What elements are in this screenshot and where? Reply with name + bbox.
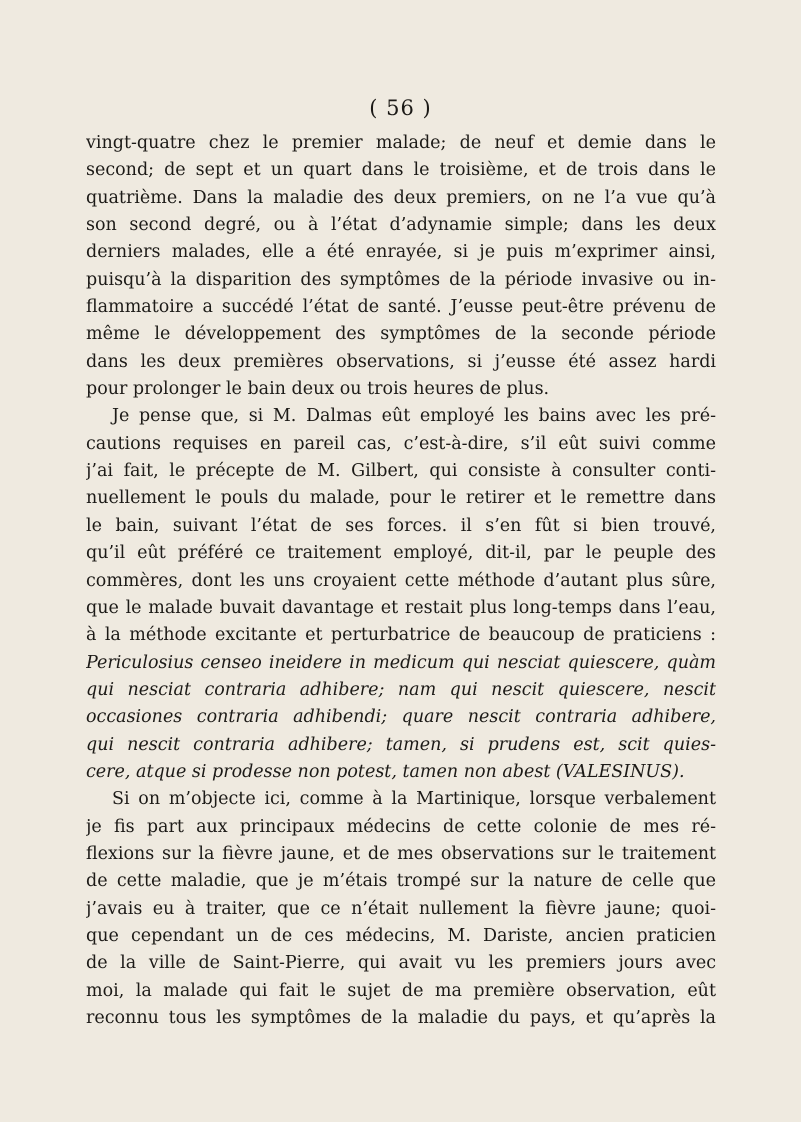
text-line: dans les deux premières observations, si j’eusse été assez hardi	[86, 351, 716, 372]
latin-quote-line: qui nesciat contraria adhibere; nam qui nescit quiescere, nescit	[86, 679, 716, 700]
text-line: commères, dont les uns croyaient cette méthode d’autant plus sûre,	[86, 570, 716, 591]
latin-quote-line: cere, atque si prodesse non potest, tamen non abest (VALESINUS).	[86, 761, 685, 782]
text-line: son second degré, ou à l’état d’adynamie simple; dans les deux	[86, 215, 716, 236]
text-line: pour prolonger le bain deux ou trois heures de plus.	[86, 379, 550, 400]
text-line: le bain, suivant l’état de ses forces. il s’en fût si bien trouvé,	[86, 515, 716, 536]
text-line: vingt-quatre chez le premier malade; de neuf et demie dans le	[86, 133, 716, 153]
text-line: puisqu’à la disparition des symptômes de la période invasive ou in-	[86, 269, 716, 290]
text-line: cautions requises en pareil cas, c’est-à-dire, s’il eût suivi comme	[86, 433, 716, 454]
text-line: moi, la malade qui fait le sujet de ma première observation, eût	[86, 980, 716, 1001]
text-line: que cependant un de ces médecins, M. Dariste, ancien praticien	[86, 925, 716, 946]
text-line: qu’il eût préféré ce traitement employé, dit-il, par le peuple des	[86, 543, 716, 564]
text-line: même le développement des symptômes de la seconde période	[86, 324, 716, 345]
text-line: de cette maladie, que je m’étais trompé sur la nature de celle que	[86, 871, 716, 892]
text-line: flexions sur la fièvre jaune, et de mes observations sur le traitement	[86, 843, 716, 864]
body-text	[86, 130, 716, 1032]
text-line: second; de sept et un quart dans le troisième, et de trois dans le	[86, 160, 716, 181]
page-number: ( 56 )	[369, 96, 432, 120]
text-line: j’avais eu à traiter, que ce n’était nullement la fièvre jaune; quoi-	[86, 898, 716, 919]
text-line: reconnu tous les symptômes de la maladie du pays, et qu’après la	[86, 1008, 716, 1028]
latin-quote-line: qui nescit contraria adhibere; tamen, si prudens est, scit quies-	[86, 734, 716, 755]
text-line: j’ai fait, le précepte de M. Gilbert, qui consiste à consulter conti-	[86, 461, 716, 482]
latin-quote-line: Periculosius censeo ineidere in medicum qui nesciat quiescere, quàm	[86, 652, 716, 673]
text-line: Je pense que, si M. Dalmas eût employé les bains avec les pré-	[112, 406, 716, 427]
text-line: de la ville de Saint-Pierre, qui avait vu les premiers jours avec	[86, 953, 716, 974]
text-line: à la méthode excitante et perturbatrice de beaucoup de praticiens :	[86, 625, 716, 646]
text-line: Si on m’objecte ici, comme à la Martinique, lorsque verbalement	[112, 789, 716, 810]
text-line: flammatoire a succédé l’état de santé. J’eusse peut-être prévenu de	[86, 297, 716, 318]
latin-quote-line: occasiones contraria adhibendi; quare nescit contraria adhibere,	[86, 707, 716, 728]
text-line: derniers malades, elle a été enrayée, si je puis m’exprimer ainsi,	[86, 242, 716, 263]
text-line: que le malade buvait davantage et restait plus long-temps dans l’eau,	[86, 597, 716, 618]
text-line: je fis part aux principaux médecins de cette colonie de mes ré-	[86, 816, 716, 837]
text-line: quatrième. Dans la maladie des deux premiers, on ne l’a vue qu’à	[86, 187, 716, 208]
text-line: nuellement le pouls du malade, pour le retirer et le remettre dans	[86, 488, 716, 509]
